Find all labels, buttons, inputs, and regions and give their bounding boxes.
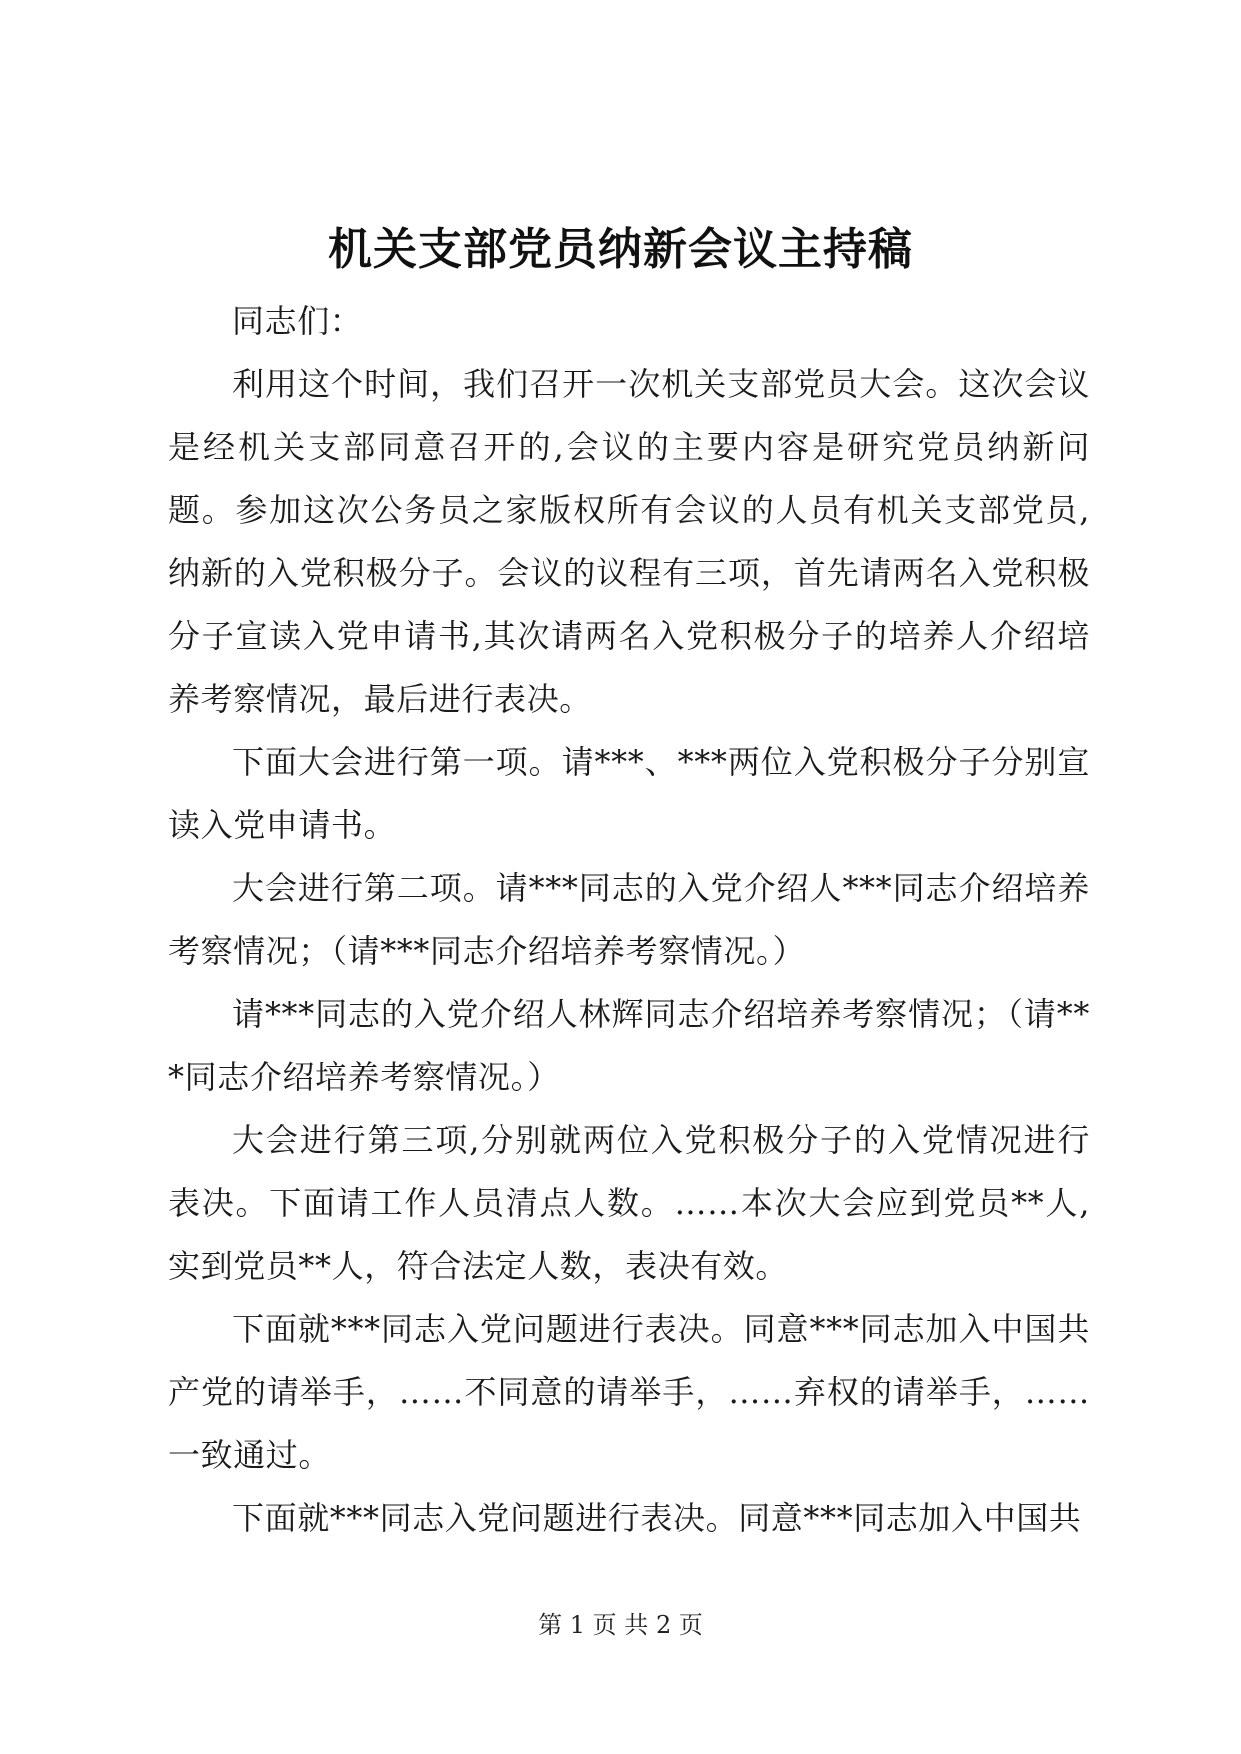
paragraph-item-two-second: 请***同志的入党介绍人林辉同志介绍培养考察情况；（请***同志介绍培养考察情况。） <box>168 995 1090 1096</box>
paragraph-item-one: 下面大会进行第一项。请***、***两位入党积极分子分别宣读入党申请书。 <box>168 743 1090 844</box>
paragraph-item-three: 大会进行第三项,分别就两位入党积极分子的入党情况进行表决。下面请工作人员清点人数。……本次大会应到党员**人,实到党员**人，符合法定人数，表决有效。 <box>168 1121 1090 1285</box>
paragraph-greeting: 同志们： <box>232 302 363 340</box>
paragraph-item-two: 大会进行第二项。请***同志的入党介绍人***同志介绍培养考察情况；（请***同志介绍培养考察情况。） <box>168 869 1090 970</box>
paragraph-introduction: 利用这个时间，我们召开一次机关支部党员大会。这次会议是经机关支部同意召开的,会议的主要内容是研究党员纳新问题。参加这次公务员之家版权所有会议的人员有机关支部党员,纳新的入党积极分子。会议的议程有三项，首先请两名入党积极分子宣读入党申请书,其次请两名入党积极分子的培养人介绍培养考察情况，最后进行表决。 <box>168 365 1090 718</box>
document-title: 机关支部党员纳新会议主持稿 <box>328 224 913 275</box>
page-number-footer: 第 1 页 共 2 页 <box>538 1611 703 1639</box>
paragraph-vote-first: 下面就***同志入党问题进行表决。同意***同志加入中国共产党的请举手，……不同意的请举手，……弃权的请举手，……一致通过。 <box>168 1310 1090 1474</box>
paragraph-vote-second: 下面就***同志入党问题进行表决。同意***同志加入中国共 <box>232 1499 1082 1537</box>
document-body <box>168 290 1090 1550</box>
